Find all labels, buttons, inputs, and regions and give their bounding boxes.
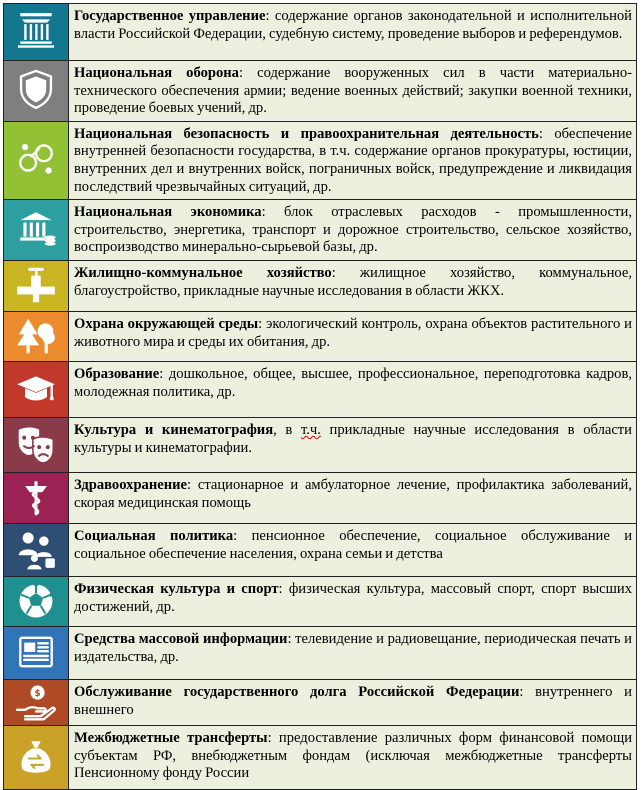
- newspaper-icon: [4, 627, 68, 678]
- description-cell: [69, 725, 637, 789]
- section-title: Образование: [74, 365, 160, 382]
- icon-cell: [4, 576, 69, 626]
- icon-cell: [4, 61, 69, 122]
- medicine-snake-icon: [4, 473, 68, 522]
- description-cell: [69, 200, 637, 261]
- section-description: : предоставление различных форм финансовой помощи субъектам РФ, внебюджетным фондам (исключая межбюджетные трансферты Пенсионному фонду России: [74, 729, 632, 782]
- section-title: Жилищно-коммунальное хозяйство: [74, 264, 332, 281]
- table-row: [4, 361, 637, 417]
- section-description: : дошкольное, общее, высшее, профессиональное, переподготовка кадров, молодежная политика, др.: [74, 365, 632, 400]
- section-description: : жилищное хозяйство, коммунальное, благоустройство, прикладные научные исследования в области ЖКХ.: [74, 264, 633, 299]
- description-cell: [69, 260, 637, 311]
- table-row: [4, 200, 637, 261]
- table-row: [4, 679, 637, 725]
- section-title: Социальная политика: [74, 527, 234, 544]
- table-row: [4, 417, 637, 472]
- section-description: : стационарное и амбулаторное лечение, профилактика заболеваний, скорая медицинская помощь: [74, 476, 632, 511]
- table-row: [4, 472, 637, 523]
- money-bag-transfer-icon: [4, 726, 68, 788]
- section-description: : пенсионное обеспечение, социальное обслуживание и социальное обеспечение населения, охрана семьи и детства: [74, 527, 633, 562]
- section-description: : блок отраслевых расходов - промышленности, строительство, энергетика, транспорт и дорожное строительство, сельское хозяйство, воспроизводство минерально-сырьевой базы, др.: [74, 204, 632, 256]
- section-description: : содержание органов законодательной и исполнительной власти Российской Федерации, судебную систему, проведение выборов и референдумов.: [74, 8, 632, 42]
- table-row: [4, 121, 637, 199]
- icon-cell: [4, 4, 69, 61]
- section-title: Государственное управление: [74, 8, 266, 24]
- section-title: Культура и кинематография: [74, 421, 274, 438]
- icon-cell: [4, 523, 69, 576]
- icon-cell: [4, 626, 69, 679]
- description-cell: [69, 523, 637, 576]
- table-row: [4, 626, 637, 679]
- svg-text:$: $: [34, 689, 41, 700]
- description-cell: [69, 417, 637, 472]
- handcuffs-icon: [4, 122, 68, 195]
- icon-cell: [4, 260, 69, 311]
- trees-icon: [4, 312, 68, 360]
- section-title: Здравоохранение: [74, 476, 188, 493]
- icon-cell: [4, 472, 69, 523]
- section-description: , в: [273, 421, 301, 438]
- section-title: Средства массовой информации: [74, 630, 288, 647]
- section-description: : обеспечение внутренней безопасности государства, в т.ч. содержание органов прокуратуры, юстиции, внутренних дел и внутренних войск, пограничных войск, предупреждение и ликвидация последствий чрезвычайных ситуаций, др.: [74, 125, 633, 195]
- section-description: : телевидение и радиовещание, периодическая печать и издательства, др.: [74, 630, 632, 665]
- table-row: [4, 311, 637, 361]
- section-title: Обслуживание государственного долга Российской Федерации: [74, 683, 520, 700]
- graduation-cap-icon: [4, 362, 68, 416]
- table-row: [4, 725, 637, 789]
- icon-cell: [4, 725, 69, 789]
- pipe-valve-icon: [4, 261, 68, 310]
- description-cell: [69, 626, 637, 679]
- description-cell: [69, 121, 637, 199]
- icon-cell: [4, 417, 69, 472]
- government-building-icon: [4, 4, 68, 59]
- description-cell: [69, 61, 637, 122]
- bank-coins-icon: [4, 200, 68, 255]
- table-row: [4, 61, 637, 122]
- icon-cell: [4, 121, 69, 199]
- table-row: [4, 260, 637, 311]
- misspelled-word: т.ч.: [300, 421, 321, 438]
- icon-cell: [4, 311, 69, 361]
- icon-cell: [4, 361, 69, 417]
- family-icon: [4, 524, 68, 575]
- section-title: Физическая культура и спорт: [74, 580, 279, 597]
- section-title: Охрана окружающей среды: [74, 315, 259, 332]
- section-title: Национальная безопасность и правоохранительная деятельность: [74, 125, 539, 142]
- icon-cell: [4, 679, 69, 725]
- theatre-masks-icon: [4, 418, 68, 471]
- description-cell: [69, 311, 637, 361]
- hand-coin-icon: [4, 680, 68, 724]
- section-description: : экологический контроль, охрана объектов растительного и животного мира и среды их обитания, др.: [74, 315, 632, 350]
- description-cell: [69, 472, 637, 523]
- table-row: [4, 4, 637, 61]
- table-row: [4, 576, 637, 626]
- icon-cell: [4, 200, 69, 261]
- table-body: [4, 4, 637, 790]
- section-description: прикладные научные исследования в области культуры и кинематографии.: [74, 421, 632, 456]
- section-title: Национальная экономика: [74, 204, 262, 221]
- section-description: : внутреннего и внешнего: [74, 683, 632, 718]
- description-cell: [69, 576, 637, 626]
- soccer-ball-icon: [4, 577, 68, 625]
- description-cell: [69, 4, 637, 61]
- table-row: [4, 523, 637, 576]
- description-cell: [69, 679, 637, 725]
- section-description: : физическая культура, массовый спорт, спорт высших достижений, др.: [74, 580, 632, 615]
- budget-sections-table: [3, 3, 637, 790]
- section-title: Межбюджетные трансферты: [74, 729, 268, 746]
- shield-icon: [4, 61, 68, 116]
- section-description: : содержание вооруженных сил в части материально-технического обеспечения армии; ведение военных действий; закупки военной техники, проведение боевых учений, др.: [74, 65, 632, 117]
- description-cell: [69, 361, 637, 417]
- section-title: Национальная оборона: [74, 65, 239, 81]
